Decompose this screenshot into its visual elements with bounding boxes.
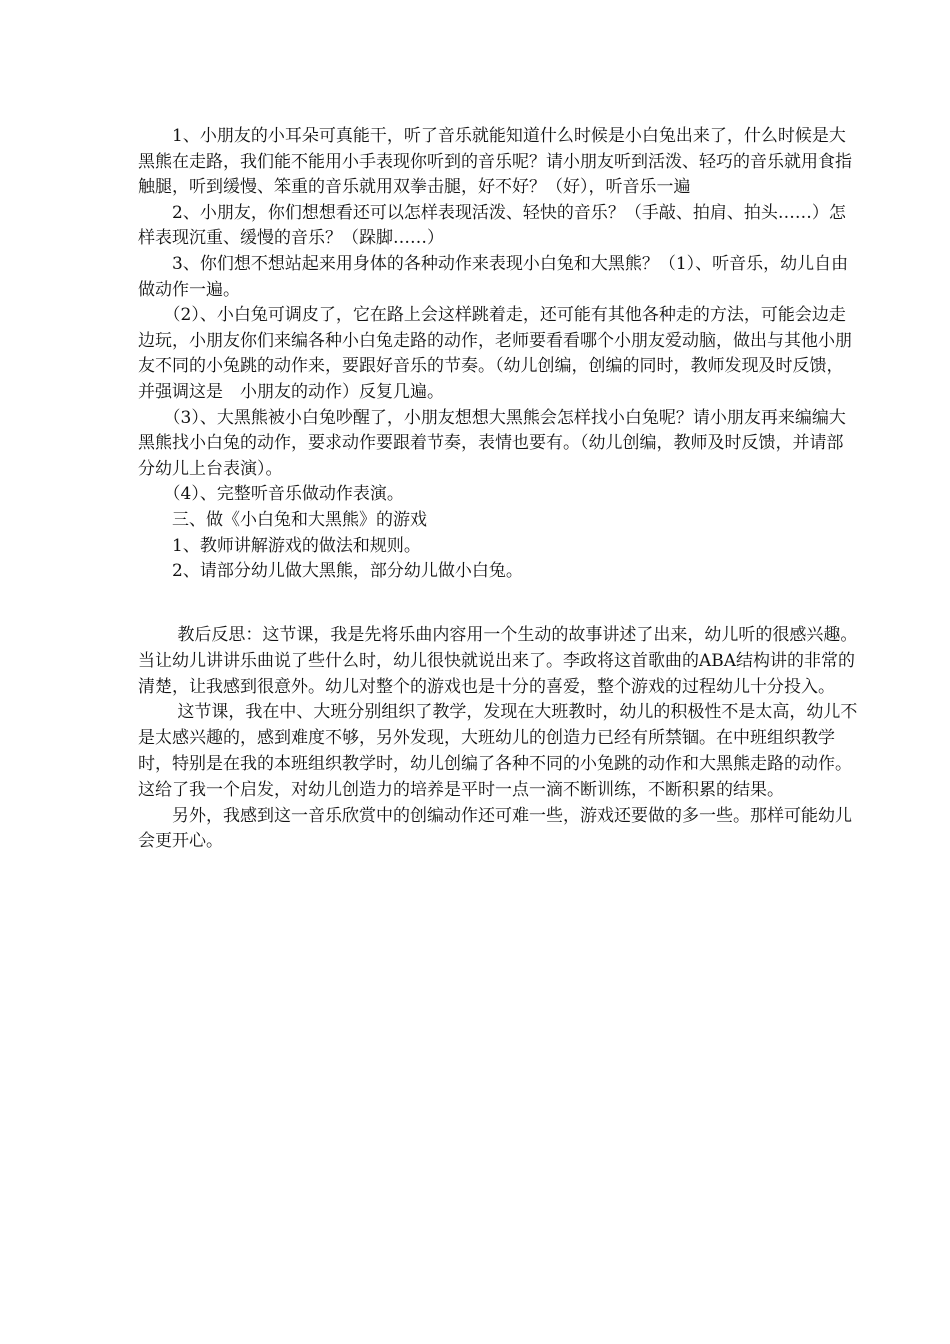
step-paragraph: （3）、大黑熊被小白兔吵醒了，小朋友想想大黑熊会怎样找小白兔呢？请小朋友再来编编大黑熊找小白兔的动作，要求动作要跟着节奏，表情也要有。（幼儿创编，教师及时反馈，并请部分幼儿上台表演）。: [138, 407, 846, 479]
reflection-paragraph: 教后反思：这节课，我是先将乐曲内容用一个生动的故事讲述了出来，幼儿听的很感兴趣。当让幼儿讲讲乐曲说了些什么时，幼儿很快就说出来了。李政将这首歌曲的ABA结构讲的非常的清楚，让我感到很意外。幼儿对整个的游戏也是十分的喜爱，整个游戏的过程幼儿十分投入。: [138, 625, 858, 697]
step-paragraph: 2、小朋友，你们想想看还可以怎样表现活泼、轻快的音乐？（手敲、拍肩、拍头……）怎样表现沉重、缓慢的音乐？（跺脚……）: [138, 202, 846, 249]
step-paragraph: 3、你们想不想站起来用身体的各种动作来表现小白兔和大黑熊？（1）、听音乐，幼儿自由做动作一遍。: [138, 253, 849, 300]
step-paragraph: 1、教师讲解游戏的做法和规则。: [138, 535, 421, 556]
step-paragraph: 三、做《小白兔和大黑熊》的游戏: [138, 509, 427, 530]
reflection-paragraph: 这节课，我在中、大班分别组织了教学，发现在大班教时，幼儿的积极性不是太高，幼儿不是太感兴趣的，感到难度不够，另外发现，大班幼儿的创造力已经有所禁锢。在中班组织教学时，特别是在我的本班组织教学时，幼儿创编了各种不同的小兔跳的动作和大黑熊走路的动作。这给了我一个启发，对幼儿创造力的培养是平时一点一滴不断训练，不断积累的结果。: [138, 702, 858, 800]
step-paragraph: （4）、完整听音乐做动作表演。: [138, 484, 404, 505]
teaching-reflection-section: [138, 623, 858, 855]
activity-steps-section: [138, 124, 858, 585]
step-paragraph: 2、请部分幼儿做大黑熊，部分幼儿做小白兔。: [138, 561, 523, 582]
step-paragraph: （2）、小白兔可调皮了，它在路上会这样跳着走，还可能有其他各种走的方法，可能会边走边玩，小朋友你们来编各种小白兔走路的动作，老师要看看哪个小朋友爱动脑，做出与其他小朋友不同的小兔跳的动作来，要跟好音乐的节奏。（幼儿创编，创编的同时，教师发现及时反馈，并强调这是 小朋友的动作）反复几遍。: [138, 305, 852, 402]
step-paragraph: 1、小朋友的小耳朵可真能干，听了音乐就能知道什么时候是小白兔出来了，什么时候是大黑熊在走路，我们能不能用小手表现你听到的音乐呢？请小朋友听到活泼、轻巧的音乐就用食指触腿，听到缓慢、笨重的音乐就用双拳击腿，好不好？（好），听音乐一遍: [138, 126, 852, 198]
reflection-paragraph: 另外，我感到这一音乐欣赏中的创编动作还可难一些，游戏还要做的多一些。那样可能幼儿会更开心。: [138, 805, 852, 852]
